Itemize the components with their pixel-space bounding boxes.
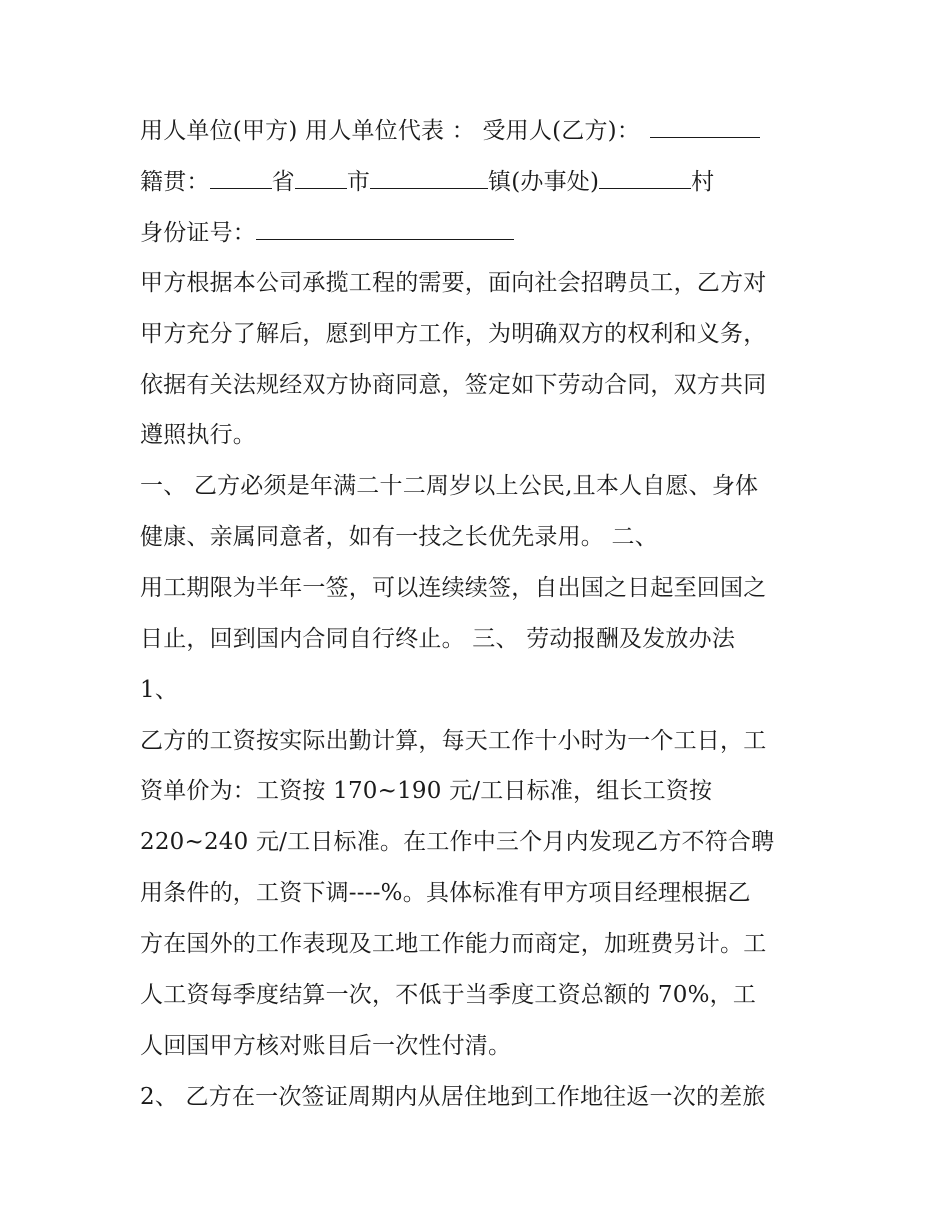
- id-number-blank: [256, 217, 514, 240]
- body-line: 用工期限为半年一签，可以连续续签，自出国之日起至回国之: [140, 575, 767, 601]
- body-line: 人工资每季度结算一次，不低于当季度工资总额的 70%，工: [140, 982, 757, 1008]
- body-line: 日止，回到国内合同自行终止。 三、 劳动报酬及发放办法: [140, 626, 736, 652]
- body-line: 人回国甲方核对账目后一次性付清。: [140, 1033, 512, 1059]
- body-line: 甲方根据本公司承揽工程的需要，面向社会招聘员工，乙方对: [140, 270, 767, 296]
- body-line: 乙方的工资按实际出勤计算，每天工作十小时为一个工日，工: [140, 728, 767, 754]
- city-blank: [295, 166, 347, 189]
- village-blank: [599, 166, 691, 189]
- body-line: 用条件的，工资下调----%。具体标准有甲方项目经理根据乙: [140, 880, 751, 906]
- body-line: 2、 乙方在一次签证周期内从居住地到工作地往返一次的差旅: [140, 1084, 766, 1110]
- body-line: 资单价为：工资按 170~190 元/工日标准，组长工资按: [140, 778, 713, 804]
- province-label: 省: [271, 169, 295, 195]
- body-line: 1、: [140, 677, 179, 703]
- town-label: 镇(办事处): [488, 169, 600, 195]
- body-line: 遵照执行。: [140, 422, 256, 448]
- id-number-label: 身份证号：: [140, 220, 256, 246]
- city-label: 市: [346, 169, 371, 195]
- body-line: 甲方充分了解后，愿到甲方工作，为明确双方的权利和义务，: [140, 321, 767, 347]
- body-line: 一、 乙方必须是年满二十二周岁以上公民,且本人自愿、身体: [140, 473, 759, 499]
- province-blank: [210, 166, 272, 189]
- header-line-id: [140, 217, 514, 248]
- village-label: 村: [691, 169, 715, 195]
- header-line-origin: [140, 166, 714, 197]
- town-blank: [370, 166, 488, 189]
- body-line: 依据有关法规经双方协商同意，签定如下劳动合同，双方共同: [140, 372, 767, 398]
- body-line: 220~240 元/工日标准。在工作中三个月内发现乙方不符合聘: [140, 829, 775, 855]
- parties-label: 用人单位(甲方) 用人单位代表 ： 受用人(乙方)：: [140, 118, 641, 144]
- body-line: 健康、亲属同意者，如有一技之长优先录用。 二、: [140, 524, 658, 550]
- header-line-parties: [140, 115, 760, 146]
- body-line: 方在国外的工作表现及工地工作能力而商定，加班费另计。工: [140, 931, 767, 957]
- employee-name-blank: [650, 115, 760, 138]
- origin-label: 籍贯：: [140, 169, 210, 195]
